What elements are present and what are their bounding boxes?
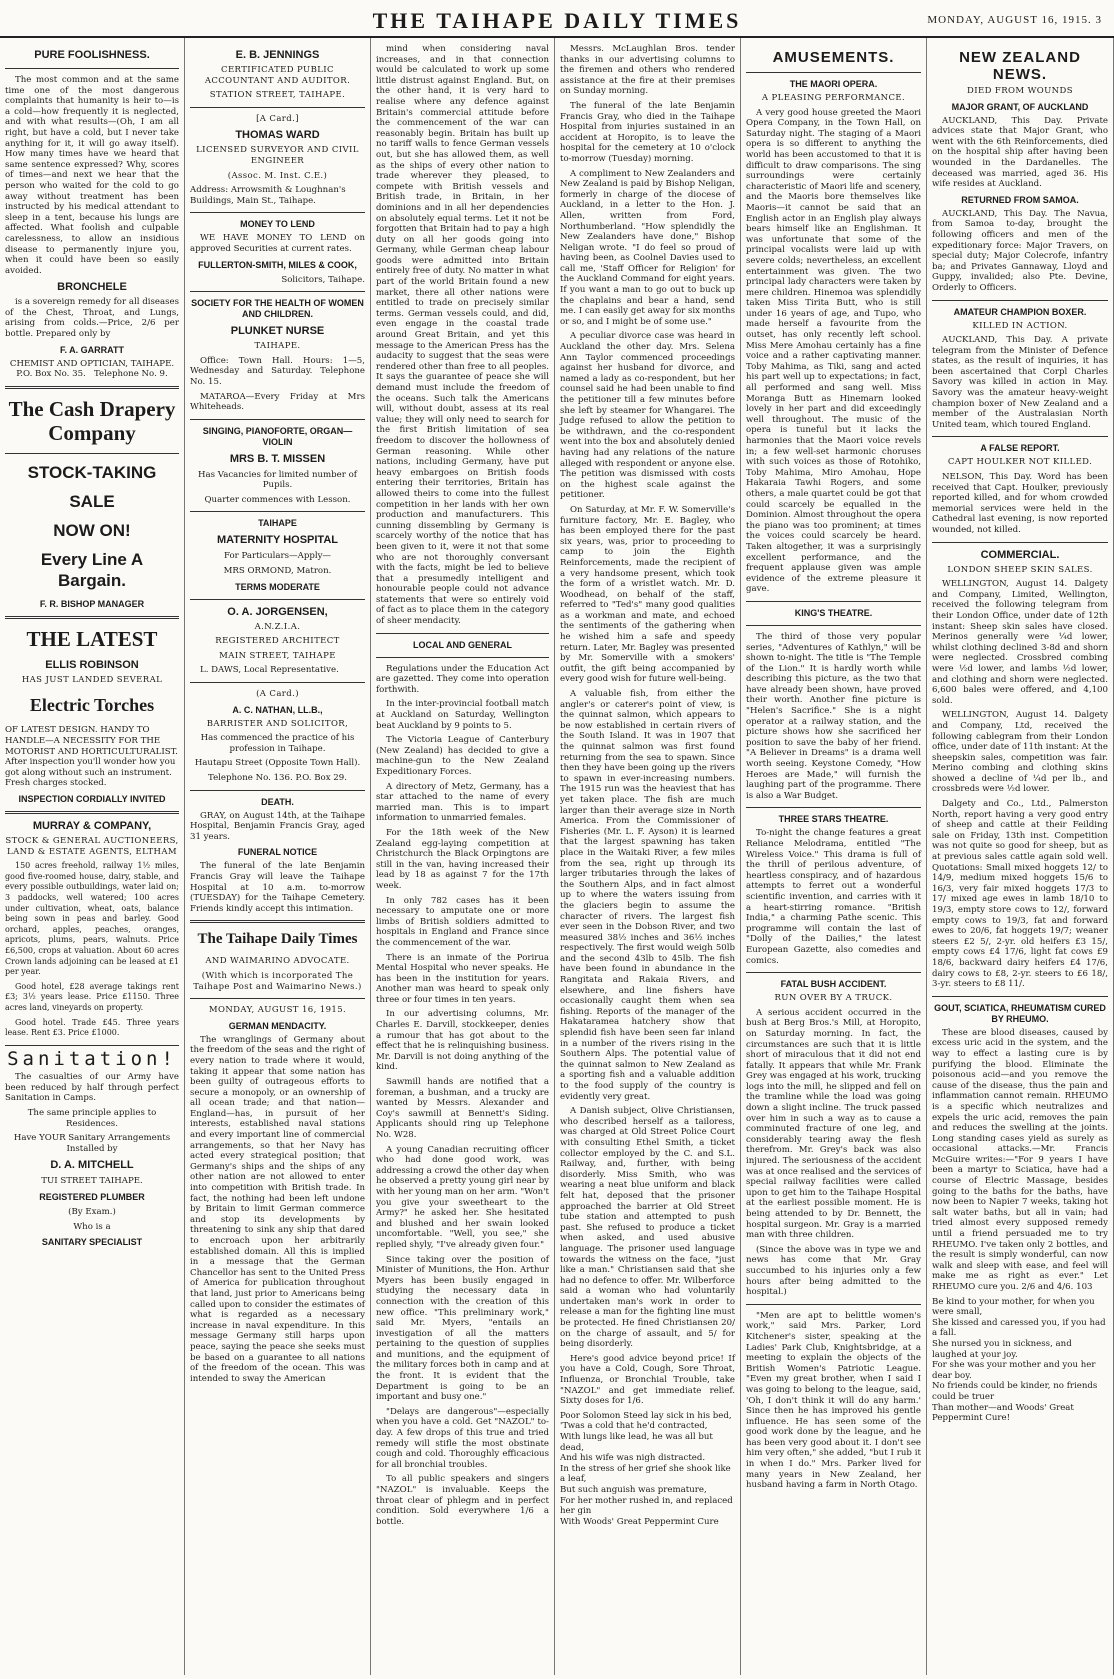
german-mendacity-head: GERMAN MENDACITY. — [228, 1020, 327, 1031]
poem-line: In the stress of her grief she shook like a leaf, — [560, 1463, 731, 1485]
poem-line: With Woods' Great Peppermint Cure — [560, 1516, 719, 1527]
headline-bronchele: BRONCHELE — [57, 281, 127, 294]
money-to-lend: MONEY TO LEND — [240, 219, 315, 230]
kings-theatre-body: The third of those very popular series, "Adventures of Kathlyn," will be shown to-night. The title is "The Temple of the Lion." It is hardly worth while describing this picture, as the two that have already been shown, have proved their worth. Another fine picture is "Helen's Sacrifice." She is a night operator at a railway station, and the picture shows how she sacrificed her position to save the baby of her friend. "A Believer in Dreams" is a drama well worth seeing. Keystone Comedy, "How Heroes are Made," will furnish the laughing part of the programme. There is also a War Budget. — [746, 631, 921, 801]
column-3 — [371, 38, 555, 1675]
amusements-head: AMUSEMENTS. — [772, 49, 895, 66]
local-item: In our advertising columns, Mr. Charles E. Darvill, stockkeeper, denies a rumour that has got about to the effect that he is relinquishing business. Mr. Darvill is not doing anything of the kind. — [376, 1009, 549, 1073]
murray-listing-1: 150 acres freehold, railway 1½ miles, good five-roomed house, dairy, stable, and every possible outbuildings, water laid on; 3 paddocks, well watered; 100 acres under cultivation, wheat, oats, balance being sown in peas and barley. Good orchard, apples, peaches, oranges, apricots, plums, pears, walnuts. Price £6,500, crops at valuation. About 60 acres Crown lands adjoining can be leased at £1 per year. — [5, 861, 179, 977]
cash-drapery-title: The Cash Drapery Company — [8, 396, 176, 445]
electric-torches: Electric Torches — [29, 695, 155, 716]
news-item: A Danish subject, Olive Christiansen, who described herself as a tailoress, was charged at Old Street Police Court with consulting Ethel Smith, a ticket collector employed by the C. and S.L. Railway, and, further, with being disorderly. Miss Smith, who was wearing a neat blue uniform and black felt hat, deposed that the prisoner approached the barrier at Old Street tube station and attempted to push past. She refused to produce a ticket when asked, and used abusive language. The prisoner used language towards the witness on the face, "just like a man." Christiansen said that she had no defence to offer. Mr. Wilberforce said a woman who had voluntarily undertaken man's work in order to release a man for the fighting line must be protected. He fined Christiansen 20/ on the charge of assault, and 5/ for being disorderly. — [560, 1106, 735, 1350]
news-item: Messrs. McLaughlan Bros. tender thanks in our advertising columns to the firemen and others who rendered assistance at the fire at their premises on Sunday morning. — [560, 44, 735, 97]
poem-line: For her mother rushed in, and replaced her gin — [560, 1495, 733, 1517]
rheumo-ad: These are blood diseases, caused by excess uric acid in the system, and the way to effect a lasting cure is by purifying the blood. Eliminate the poisonous acid—and you remove the cause of the disease, thus the pain and inflammation cannot remain. RHEUMO is a specific which neutralizes and expels the uric acid, removes the pain and reduces the swelling at the joints. Long standing cases yield as surely as occasional attacks.—Mr. Francis McGuire writes:—"For 9 years I have been a martyr to Sciatica, have had a course of Electric Massage, besides going to the baths for the baths, have now been to Napier 7 weeks, taking hot salt water baths, but all in vain; had tried almost every supposed remedy until a friend persuaded me to try RHEUMO. I've taken only 2 bottles, and the result is simply wonderful, can now walk and sleep with ease, and feel will make me as right as ever." Let RHEUMO cure you. 2/6 and 4/6. 103 — [932, 1027, 1108, 1292]
sanitation-title: Sanitation! — [7, 1047, 177, 1070]
inspection-invited: INSPECTION CORDIALLY INVITED — [18, 794, 166, 804]
three-stars-body: To-night the change features a great Reliance Melodrama, entitled "The Wireless Voice." This drama is full of the thrill of perilous adventure, of heartless conspiracy, and of hazardous attempts to ferret out a wonderful scientific invention, and carries with it a heart-stirring romance. "British India," a charming Pathe scenic. This programme will contain the last of "Dolly of the Dailies," the latest European Gazette, also comedies and comics. — [746, 828, 921, 966]
ward-name: THOMAS WARD — [235, 129, 320, 142]
poem-line: 'Twas a cold that he'd contracted, — [560, 1421, 708, 1432]
news-item: A compliment to New Zealanders and New Zealand is paid by Bishop Neligan, formerly in charge of the diocese of Auckland, in a letter to the Hon. J. Allen, written from Ford, Northumberland. "How splendidly the New Zealanders have done," Bishop Neligan wrote. "I do feel so proud of having been, as Coolnel Davies used to call me, 'Staff Officer for Religion' for the Auckland Command for eight years. If you want a man to go out to buck up the chaplains and bear a hand, send me. I can easily get away for six months or so, and I might be of some use." — [560, 168, 735, 327]
german-mendacity-body: The wranglings of Germany about the freedom of the seas and the right of every nation to trade where it would, taking it appear that some nation has been guilty of outrageous efforts to secure a monopoly, or an ownership of all ocean trade; and that nation—England—has, in pursuit of her interests, established naval stations and every important line of commercial arrangements, so that her Navy has acted every strategical position; that Germany's ships and the ships of any other nation are not allowed to enter into competition with British trade. In fact, the nothing had been left undone by Britain to limit German commerce and stop its developments by threatening to sink any ship that dared to encroach upon her arbitrarily established domain. All this is implied in a message that the German Chancellor has sent to the United Press of America for publication throughout that land, just prior to Americans being called upon to consider the estimates of what is regarded as a necessary increase in naval expenditure. In this message Germany still harps upon peace, saying the peace she seeks must be based on a guarantee to all nations of the freedom of the ocean. This was intended to sway the American — [190, 1034, 365, 1384]
poem-line: But such anguish was premature, — [560, 1484, 707, 1495]
local-item: The Victoria League of Canterbury (New Zealand) has decided to give a machine-gun to the New Zealand Expeditionary Forces. — [376, 735, 549, 777]
society-health: SOCIETY FOR THE HEALTH OF WOMEN AND CHILDREN. — [191, 298, 364, 320]
newspaper-title: THE TAIHAPE DAILY TIMES — [372, 8, 742, 33]
local-item: In only 782 cases has it been necessary to amputate one or more limbs of British soldiers admitted to hospitals in England and France since the commencement of the war. — [376, 895, 549, 948]
headline-pure-foolishness: PURE FOOLISHNESS. — [34, 49, 150, 61]
column-2: E. B. JENNINGS CERTIFICATED PUBLIC ACCOUNTANT AND AUDITOR. STATION STREET, TAIHAPE. [A Card.] THOMAS WARD LICENSED SURVEYOR AND CIVIL ENGINEER (Assoc. M. Inst. C.E.) Address: Arrowsmith & Loughnan's Buildings, Main St., Taihape. MONEY TO LEND WE HAVE MONEY TO LEND on approved Securities at current rates. FULLERTON-SMITH, MILES & COOK, Solicitors, Taihape. SOCIETY FOR THE HEALTH OF WOMEN AND CHILDREN. PLUNKET NURSE TAIHAPE. Office: Town Hall. Hours: 1—5, Wednesday and Saturday. Telephone No. 15. MATAROA—Every Friday at Mrs Whiteheads. SINGING, PIANOFORTE, ORGAN—VIOLIN MRS B. T. MISSEN Has Vacancies for limited number of Pupils. Quarter commences with Lesson. TAIHAPE MATERNITY HOSPITAL For Particulars—Apply— MRS ORMOND, Matron. TERMS MODERATE O. A. JORGENSEN, A.N.Z.I.A. REGISTERED ARCHITECT MAIN STREET, TAIHAPE L. DAWS, Local Representative. (A Card.) A. C. NATHAN, LL.B., BARRISTER AND SOLICITOR, Has commenced the practice of his profession in Taihape. Hautapu Street (Opposite Town Hall). Telephone No. 136. P.O. Box 29. DEATH. GRAY, on August 14th, at the Taihape Hospital, Benjamin Francis Gray, aged 31 years. FUNERAL NOTICE The funeral of the late Benjamin Francis Gray will leave the Taihape Hospital at 10 a.m. to-morrow (TUESDAY) for the Taihape Cemetery. Friends kindly accept this intimation. The Taihape Daily Times AND WAIMARINO ADVOCATE. (With which is incorporated The Taihape Post and Waimarino News.) MONDAY, AUGUST 16, 1915. GERMAN MENDACITY. The wranglings of Germany about the freedom of the seas and the right of every nation to trade where it would, taking it appear that some nation has been guilty of outrageous efforts to secure a monopoly, or an ownership of all ocean trade; and that nation—England—has, in pursuit of her interests, established naval stations and every important line of commercial arrangements, so that her Navy has acted every strategical position; that Germany's ships and the ships of any other nation are not allowed to enter into competition with British trade. In fact, the nothing had been left undone by Britain to limit German commerce and stop its developments by threatening to sink any ship that dared to encroach upon her arbitrarily established domain. All this is implied in a message that the German Chancellor has sent to the United Press of America for publication throughout that land, just prior to Americans being called upon to consider the estimates of what is regarded as a necessary increase in naval expenditure. In this message Germany still harps upon peace, saying the peace she seeks must be based on a guarantee to all nations of the freedom of the ocean. This was intended to sway the American — [185, 38, 371, 1675]
local-item: Since taking over the position of Minister of Munitions, the Hon. Arthur Myers has been busily engaged in studying the necessary data in connection with the creation of this new office. "This preliminary work," said Mr. Myers, "entails an investigation of all the matters pertaining to the question of supplies and munitions, and the equipment of the military forces both in camp and at the front. It is evident that the Department is going to be an important and busy one." — [376, 1254, 549, 1403]
now-on: NOW ON! — [53, 520, 131, 540]
murray-listing-3: Good hotel. Trade £45. Three years lease. Rent £3. Price £1000. — [5, 1017, 179, 1038]
three-stars-head: THREE STARS THEATRE. — [778, 814, 889, 825]
missen-name: MRS B. T. MISSEN — [229, 452, 326, 465]
kings-theatre-head: KING'S THEATRE. — [794, 607, 873, 618]
article-pure-foolishness: The most common and at the same time one of the most dangerous complaints that humanity is heir to—is a cold—how frequently it is neglected, and with what results—(Oh, I am all right, but have a cold, but I never take anything for it, it will go away itself). How many times have we heard that same sentence expressed? Why, scores of times—and next we hear that the person who waited for the cold to go away without treatment has been instructed by his medical attendant to sleep in a tent, because his lungs are affected. What foolish and culpable carelessness, to allow an insidious disease to permanently injure you, when it could have been so easily avoided. — [5, 75, 179, 276]
commercial-head: COMMERCIAL. — [980, 548, 1060, 561]
singing-piano: SINGING, PIANOFORTE, ORGAN—VIOLIN — [202, 425, 353, 447]
kitchener-sister-item: "Men are apt to belittle women's work," said Mrs. Parker, Lord Kitchener's sister, speaking at the Ladies' Park Club, Knightsbridge, at a meeting to explain the objects of the British Women's Patriotic League. "Even my great brother, when I said I was going to belong to the league, said, 'Oh, I don't think it will do any harm.' Since then he has improved his gentle influence. He has seen some of the good work done by the league, and he has been very good about it. I don't see him very often," she added, "but I rub it in when I do." Mrs. Parker lived for many years in New Zealand, her husband having a farm in North Otago. — [746, 1310, 921, 1491]
jennings-name: E. B. JENNINGS — [235, 49, 320, 61]
gout-head: GOUT, SCIATICA, RHEUMATISM CURED BY RHEUMO. — [934, 1002, 1106, 1024]
column-5: AMUSEMENTS. THE MAORI OPERA. A PLEASING PERFORMANCE. A very good house greeted the Maori Opera Company, in the Town Hall, on Saturday night. The staging of a Maori opera is so different to anything the world has been accustomed to that it is difficult to draw comparisons. The sing surroundings were certainly characteristic of Maori life and scenery, and the Maoris bore themselves like Maoris—it cannot be said that an English actor in an English play always bears himself like an Englishman. It was unfortunate that some of the principal vocalists were laid up with severe colds; nevertheless, an excellent entertainment was given. The two principal lady characters were taken by mere children. Hinemoa was splendidly taken Miss Tirita Butt, who is still under 16 years of age, and Tupo, who made herself a favourite from the outset, has only recently left school. Miss Mere Amohau certainly has a fine voice and a rather captivating manner. Toby Mahima, as Tiki, sang and acted his part well up to expectations; in fact, all performed and sang well. Miss Moranga Butt as Hinemarn looked lovely in her part and did exceedingly well throughout. The music of the opera is tuneful but it lacks the harmonies that the Maori voice revels in; a few well-set harmonic choruses with such voices as those of Rotohiko, Toby Mahima, Miro Amohau, Hope Hakaraia Tawhi Rogers, and some others, a male quartet could be got that could scarcely be equalled in the Dominion. Almost throughout the opera the piano was too prominent; at times the voices could scarcely be heard. Taken altogether, it was a surprisingly excellent performance, and the frequent applause given was ample evidence of the extreme pleasure it gave. KING'S THEATRE. The third of those very popular series, "Adventures of Kathlyn," will be shown to-night. The title is "The Temple of the Lion." It is hardly worth while describing this picture, as the two that have already been shown, have proved their worth. Another fine picture is "Helen's Sacrifice." She is a night operator at a railway station, and the picture shows how she sacrificed her position to save the baby of her friend. "A Believer in Dreams" is a drama well worth seeing. Keystone Comedy, "How Heroes are Made," will furnish the laughing part of the programme. There is also a War Budget. THREE STARS THEATRE. To-night the change features a great Reliance Melodrama, entitled "The Wireless Voice." This drama is full of the thrill of perilous adventure, of heartless conspiracy, and of hazardous attempts to ferret out a wonderful scientific invention, and carries with it a heart-stirring romance. "British India," a charming Pathe scenic. This programme will contain the last of "Dolly of the Dailies," the latest European Gazette, also comedies and comics. FATAL BUSH ACCIDENT. RUN OVER BY A TRUCK. A serious accident occurred in the bush at Berg Bros.'s Mill, at Horopito, on Saturday morning. In fact, the circumstances are such that it is little short of miraculous that it did not end fatally. It appears that while Mr. Frank Grey was engaged at his work, trucking logs into the mill, he slipped and fell on the tramline while the load was going down a slight incline. The truck passed over him in such a way as to cause a comminuted fracture of one leg, and considerably tearing away the flesh therefrom. Mr. Grey's back was also injured. The seriousness of the accident was at once realised and the services of special railway facilities were called upon to get him to the Taihape Hospital at the earliest possible moment. He is being attended to by Dr. Bennett, the hospital surgeon. Mr. Gray is a married man with three children. (Since the above was in type we and news has come that Mr. Gray succumbed to his injuries only a few hours after being admitted to the hospital.) "Men are apt to belittle women's work," said Mrs. Parker, Lord Kitchener's sister, speaking at the Ladies' Park Club, Knightsbridge, at a meeting to explain the objects of the British Women's Patriotic League. "Even my great brother, when I said I was going to belong to the league, said, 'Oh, I don't think it will do any harm.' Since then he has improved his gentle influence. He has seen some of the good work done by the league, and he has been very good about it. I don't see him very often," she added, "but I rub it in when I do." Mrs. Parker lived for many years in New Zealand, her husband having a farm in North Otago. — [741, 38, 927, 1675]
paper-title-inner: The Taihape Daily Times — [197, 931, 358, 948]
local-general-head: LOCAL AND GENERAL — [413, 639, 512, 650]
maternity-hospital: MATERNITY HOSPITAL — [217, 534, 338, 547]
column-4 — [555, 38, 741, 1675]
local-item: A directory of Metz, Germany, has a star attached to the name of every married man. This is to impart information to unmarried females. — [376, 781, 549, 824]
news-item: A valuable fish, from either the angler's or caterer's point of view, is the quinnat salmon, which appears to be now established in certain rivers of the South Island. It was in 1907 that the quinnat salmon was first found returning from the sea to spawn. Since then they have been going up the rivers to spawn in ever-increasing numbers. The 1915 run was the heaviest that has yet taken place. The fish are much larger than their average size in North America. From the Commissioner of Fisheries (Mr. L. F. Ayson) it is learned that the largest spawning has taken place in the Waitaki River, a few miles from the sea, right up through its larger tributaries through the lakes of the Southern Alps, and in fact almost up to where the waters issuing from the glaciers begin to assume the character of rivers. The largest fish ever seen in the Dobson River, and two measured 38½ inches and 36½ inches respectively. The first would weigh 50lb and the second 43lb to 45lb. The fish have been found in abundance in the Rangitata and Rakaia Rivers, and elsewhere, and line fishers have occasionally caught them when sea fishing. Reports of the manager of the Hakataramea hatchery show that splendid fish have been seen far inland in a number of the rivers rising in the Southern Alps. The potential value of the quinnat salmon to New Zealand as a sporting fish and a valuable addition to the food supply of the country is evidently very great. — [560, 689, 735, 1102]
column-6: NEW ZEALAND NEWS. DIED FROM WOUNDS MAJOR GRANT, OF AUCKLAND AUCKLAND, This Day. Private advices state that Major Grant, who went with the 6th Reinforcements, died on the hospital ship after having been wounded in the Dardanelles. The deceased was married, aged 36. His wife resides at Auckland. RETURNED FROM SAMOA. AUCKLAND, This Day. The Navua, from Samoa to-day, brought the following officers and men of the expeditionary force: Major Travers, on special duty; Major Colecrofe, infantry ba; and Privates Gannaway, Lloyd and Guppy, invalided; also Pte. Devine, Orderly to Officers. AMATEUR CHAMPION BOXER. KILLED IN ACTION. AUCKLAND, This Day. A private telegram from the Minister of Defence states, as the result of inquiries, it has been ascertained that Corpl Charles Savory was killed in action in May. Savory was the amateur heavy-weight champion boxer of New Zealand and a member of the Australasian North United team, which toured England. A FALSE REPORT. CAPT HOULKER NOT KILLED. NELSON, This Day. Word has been received that Capt. Houlker, previously reported killed, and for whom crowded memorial services were held in the Cathedral last evening, is now reported wounded, not killed. COMMERCIAL. LONDON SHEEP SKIN SALES. WELLINGTON, August 14. Dalgety and Company, Limited, Wellington, received the following telegram from their London Office, under date of 12th instant: Sheep skin sales have closed. Merinos generally were ¼d lower, whilst clothing declined 3-8d and shorn were neglected. Crossbred combing were ½d lower, and lambs ½d lower, and clothing and shorn were neglected. 6,600 bales were offered, and 4,100 sold. WELLINGTON, August 14. Dalgety and Company, Ltd, received the following cablegram from their London office, under date of 11th instant: At the sheepskin sales, competition was fair. Merino combing and clothing skins showed a decline of ¼d per lb., and crossbreds were ½d lower. Dalgety and Co., Ltd., Palmerston North, report having a very good entry of sheep and cattle at their Feilding sale on Friday, 13th inst. Competition was not quite so good for sheep, but as at previous sales cattle again sold well. Quotations: Small mixed hoggets 12/ to 14/9, medium mixed hoggets 15/6 to 16/3, very fair mixed hoggets 17/3 to 17/ mixed age ewes in lamb 18/10 to 19/3, empty store cows to 12/, forward empty cows to 19/3, fat and forward ewes to 20/6, fat hoggets 19/7; weaner steers £2 5/, 2-yr. old heifers £3 15/, empty cows £4 17/6, light fat cows £9 18/6, backward dairy heifers £4 17/6, dairy cows to £8, 2-yr. steers to £6 18/, 3-yr. steers to £8 11/. GOUT, SCIATICA, RHEUMATISM CURED BY RHEUMO. These are blood diseases, caused by excess uric acid in the system, and the way to effect a lasting cure is by purifying the blood. Eliminate the poisonous acid—and you remove the cause of the disease, thus the pain and inflammation cannot remain. RHEUMO is a specific which neutralizes and expels the uric acid, removes the pain and reduces the swelling at the joints. Long standing cases yield as surely as occasional attacks.—Mr. Francis McGuire writes:—"For 9 years I have been a martyr to Sciatica, have had a course of Electric Massage, besides going to the baths for the baths, have now been to Napier 7 weeks, taking hot salt water baths, but all in vain; had tried almost every supposed remedy until a friend persuaded me to try RHEUMO. I've taken only 2 bottles, and the result is simply wonderful, can now walk and sleep with ease, and feel will make me as right as ever." Let RHEUMO cure you. 2/6 and 4/6. 103 Be kind to your mother, for when you were small, She kissed and caressed you, if you had a fall. She nursed you in sickness, and laughed at your joy. For she was your mother and you her dear boy. No friends could be kinder, no friends could be truer Than mother—and Woods' Great Peppermint Cure! — [927, 38, 1114, 1675]
stock-taking: STOCK-TAKING — [27, 462, 157, 482]
the-latest: THE LATEST — [26, 626, 158, 651]
issue-date: MONDAY, AUGUST 16, 1915. 3 — [927, 14, 1102, 26]
murray-company: MURRAY & COMPANY, — [32, 820, 152, 832]
local-item: Regulations under the Education Act are gazetted. They come into operation forthwith. — [376, 663, 549, 695]
local-item: "Delays are dangerous"—especially when you have a cold. Get "NAZOL" to-day. A few drops of this true and tried remedy will stifle the most obstinate cough and cold. Thoroughly efficacious for all bronchial troubles. — [376, 1406, 549, 1470]
fatal-accident-body: A serious accident occurred in the bush at Berg Bros.'s Mill, at Horopito, on Saturday morning. In fact, the circumstances are such that it is little short of miraculous that it did not end fatally. It appears that while Mr. Frank Grey was engaged at his work, trucking logs into the mill, he slipped and fell on the tramline while the load was going down a slight incline. The truck passed over him in such a way as to cause a comminuted fracture of one leg, and considerably tearing away the flesh therefrom. Mr. Grey's back was also injured. The seriousness of the accident was at once realised and the services of special railway facilities were called upon to get him to the Taihape Hospital at the earliest possible moment. He is being attended to by Dr. Bennett, the hospital surgeon. Mr. Gray is a married man with three children. — [746, 1007, 921, 1241]
local-item: Sawmill hands are notified that a foreman, a bushman, and a trucky are wanted by Messrs. Alexander and Coy's sawmill at Bennett's Siding. Applicants should ring up Telephone No. W28. — [376, 1077, 549, 1140]
torch-body: OF LATEST DESIGN. HANDY TO HANDLE—A NECESSITY FOR THE MOTORIST AND HORTICULTURALIST. After inspection you'll wonder how you got along without such an instrument. Fresh charges stocked. — [5, 725, 178, 789]
bronchele-body: is a sovereign remedy for all diseases of the Chest, Throat, and Lungs, arising from colds.—Price, 2/6 per bottle. Prepared only by — [5, 297, 179, 340]
bishop-manager: F. R. BISHOP MANAGER — [39, 598, 145, 609]
boxer-head: AMATEUR CHAMPION BOXER. — [953, 306, 1087, 317]
jorgensen-name: O. A. JORGENSEN, — [227, 605, 328, 618]
samoa-head: RETURNED FROM SAMOA. — [961, 194, 1079, 205]
local-item: To all public speakers and singers "NAZOL" is invaluable. Keeps the throat clear of phlegm and in perfect condition. Sold everywhere 1/6 a bottle. — [376, 1474, 549, 1527]
local-item: A young Canadian recruiting officer who had done good work, was addressing a crowd the other day when he observed a pretty young girl near by with her young man on her arm. "Won't you give your sweetheart to the Army?" he asked her. She hesitated and blushed and her swain looked uncomfortable. "Well, you see," she replied shyly, "I've already given four." — [376, 1144, 549, 1250]
funeral-head: FUNERAL NOTICE — [237, 847, 318, 858]
false-report-head: A FALSE REPORT. — [980, 443, 1060, 454]
every-line-bargain: Every Line A Bargain. — [40, 549, 144, 590]
poem-line: And his wife was nigh distracted. — [560, 1453, 706, 1464]
column-1: PURE FOOLISHNESS. The most common and at the same time one of the most dangerous complaints that humanity is heir to—is a cold—how frequently it is neglected, and with what results—(Oh, I am all right, but have a cold, but I never take anything for it, it will go away itself). How many times have we heard that same sentence expressed? Why, scores of times—and next we hear that the person who waited for the cold to go away without treatment has been instructed by his medical attendant to sleep in a tent, because his lungs are affected. What foolish and culpable carelessness, to allow an insidious disease to permanently injure you, when it could have been so easily avoided. BRONCHELE is a sovereign remedy for all diseases of the Chest, Throat, and Lungs, arising from colds.—Price, 2/6 per bottle. Prepared only by F. A. GARRATT CHEMIST AND OPTICIAN, TAIHAPE. P.O. Box No. 35. Telephone No. 9. The Cash Drapery Company STOCK-TAKING SALE NOW ON! Every Line A Bargain. F. R. BISHOP MANAGER THE LATEST ELLIS ROBINSON HAS JUST LANDED SEVERAL Electric Torches OF LATEST DESIGN. HANDY TO HANDLE—A NECESSITY FOR THE MOTORIST AND HORTICULTURALIST. After inspection you'll wonder how you got along without such an instrument. Fresh charges stocked. INSPECTION CORDIALLY INVITED MURRAY & COMPANY, STOCK & GENERAL AUCTIONEERS, LAND & ESTATE AGENTS, ELTHAM 150 acres freehold, railway 1½ miles, good five-roomed house, dairy, stable, and every possible outbuildings, water laid on; 3 paddocks, well watered; 100 acres under cultivation, wheat, oats, balance being sown in peas and barley. Good orchard, apples, peaches, oranges, apricots, plums, pears, walnuts. Price £6,500, crops at valuation. About 60 acres Crown lands adjoining can be leased at £1 per year. Good hotel, £28 average takings rent £3; 3½ years lease. Price £1150. Three acres land, vineyards on property. Good hotel. Trade £45. Three years lease. Rent £3. Price £1000. Sanitation! The casualties of our Army have been reduced by half through perfect Sanitation in Camps. The same principle applies to Residences. Have YOUR Sanitary Arrangements Installed by D. A. MITCHELL TUI STREET TAIHAPE. REGISTERED PLUMBER (By Exam.) Who is a SANITARY SPECIALIST — [0, 38, 185, 1675]
news-item: On Saturday, at Mr. F. W. Somerville's furniture factory, Mr. E. Bagley, who has been employed there for the past six years, was, prior to proceeding to camp to join the Eighth Reinforcements, made the recipient of a very handsome present, which took the form of a wristlet watch. Mr. D. Woodhead, on behalf of the staff, referred to "Ted's" many good qualities as a workman and mate, and echoed the sentiments of the gathering when he wished him a safe and speedy return. Later, Mr. Bagley was presented by Mr. Somerville with a smokers' outfit, the gift being accompanied by every good wish for future well-being. — [560, 504, 735, 685]
page-number: 3 — [1095, 14, 1102, 26]
local-item: For the 18th week of the New Zealand egg-laying competition at Christchurch the Black Orpingtons are still in the van, having increased their lead by 18 as against 7 for the 17th week. — [376, 827, 549, 891]
death-head: DEATH. — [261, 796, 294, 807]
garratt-ad: F. A. GARRATT CHEMIST AND OPTICIAN, TAIHAPE. P.O. Box No. 35. Telephone No. 9. — [9, 344, 175, 380]
local-item: In the inter-provincial football match at Auckland on Saturday, Wellington beat Auckland by 9 points to 5. — [376, 699, 549, 731]
masthead — [0, 0, 1114, 38]
local-item: There is an inmate of the Porirua Mental Hospital who never speaks. He has been in the institution for years. Another man was heard to speak only three or four times in ten years. — [376, 952, 549, 1005]
poem-line: Poor Solomon Steed lay sick in his bed, — [560, 1410, 732, 1421]
maori-opera-body: A very good house greeted the Maori Opera Company, in the Town Hall, on Saturday night. The staging of a Maori opera is so different to anything the world has been accustomed to that it is difficult to draw comparisons. The sing surroundings were certainly characteristic of Maori life and scenery, and the Maoris bore themselves like Maoris—it cannot be said that an English actor in an English play always bears himself like an Englishman. It was unfortunate that some of the principal vocalists were laid up with severe colds; nevertheless, an excellent entertainment was given. The two principal lady characters were taken by mere children. Hinemoa was splendidly taken Miss Tirita Butt, who is still under 16 years of age, and Tupo, who made herself a favourite from the outset, has only recently left school. Miss Mere Amohau certainly has a fine voice and a rather captivating manner. Toby Mahima, as Tiki, sang and acted his part well up to expectations; in fact, all performed and sang well. Miss Moranga Butt as Hinemarn looked lovely in her part and did exceedingly well throughout. The music of the opera is tuneful but it lacks the harmonies that the Maori voice revels in; a few well-set harmonic choruses with such voices as those of Rotohiko, Toby Mahima, Miro Amohau, Hope Hakaraia Tawhi Rogers, and some others, a male quartet could be got that could scarcely be equalled in the Dominion. Almost throughout the opera the piano was too prominent; at times the voices could scarcely be heard. Taken altogether, it was a surprisingly excellent performance, and the frequent applause given was ample evidence of the extreme pleasure it gave. — [746, 107, 921, 595]
news-item: Here's good advice beyond price! If you have a Cold, Cough, Sore Throat, Influenza, or Bronchial Trouble, take "NAZOL" and get immediate relief. Sixty doses for 1/6. — [560, 1353, 735, 1407]
maori-opera-head: THE MAORI OPERA. — [789, 79, 878, 89]
fatal-accident-head: FATAL BUSH ACCIDENT. — [780, 979, 887, 990]
ellis-robinson: ELLIS ROBINSON — [45, 658, 139, 671]
mendacity-continued: mind when considering naval increases, and in that connection would be calculated to work up some little distrust against England. But, on the other hand, it is very hard to realise where any defence against Britain's commercial attitude before the commencement of the war can reasonably begin. Britain has built up no tariff walls to fence German vessels out, but she has allowed them, as well as the ships of every other nation to trade wherever they pleased, to compete with British vessels and British trade, in Britain, in her dominions and in all her dependencies on absolutely equal terms. Let it not be forgotten that Britain had to pay a high duty on all her goods going into Germany, while German cheap labour goods were admitted into Britain entirely free of duty. No matter in what part of the world Britain found a new market, there all other nations were entitled to trade on precisely similar terms. German vessels could, and did, even engage in the coastal trade around Great Britain, and yet this message to the American Press has the audacity to suggest that the seas were rendered other than free to all peoples. It says the guarantee of peace she will demand must include the freedom of the oceans. Such talk the Americans will, without doubt, assess at its real value; they will only need to search for the first British limitation of sea freedom to discover the hollowness of German reasoning. While other nations, including Germany, have put heavy embargoes on British foods entering their territories, Britain has allowed theirs to come into the fullest competition in her lands with her own production and manufacturers. This cunning dissembling by Germany is scarcely worthy of the notice that has been given to it, were it not that some who are not thoroughly conversant with the facts, might be led to believe that a presumedly intelligent and honourable people could not advance statements that were so entirely void of fact as to place them in the category of sheer mendacity. — [376, 44, 549, 627]
murray-listing-2: Good hotel, £28 average takings rent £3; 3½ years lease. Price £1150. Three acres land, vineyards on property. — [5, 981, 179, 1012]
plunket-nurse: PLUNKET NURSE — [230, 325, 325, 338]
nathan-name: A. C. NATHAN, LL.B., — [232, 704, 323, 715]
nz-news-head: NEW ZEALAND NEWS. — [959, 49, 1081, 83]
sale: SALE — [69, 491, 115, 511]
poem-line: With lungs like lead, he was all but dead, — [560, 1432, 713, 1453]
news-item: A peculiar divorce case was heard in Auckland the other day. Mrs. Selena Ann Taylor commenced proceedings against her husband for divorce, and named a lady as co-respondent, but her counsel said he had been unable to find the petitioner till a few minutes before she left by steamer for Whangarei. The Judge refused to allow the petition to be withdrawn, and the co-respondent went into the box and absolutely denied having had any relations of the nature alleged with respondent or anyone else. The petition was dismissed with costs on the highest scale against the petitioner. — [560, 331, 735, 501]
news-item: The funeral of the late Benjamin Francis Gray, who died in the Taihape Hospital from injuries sustained in an accident at Horopito, is to leave the hospital for the cemetery at 10 o'clock to-morrow (Tuesday) morning. — [560, 100, 735, 164]
mitchell-name: D. A. MITCHELL — [50, 1159, 134, 1172]
